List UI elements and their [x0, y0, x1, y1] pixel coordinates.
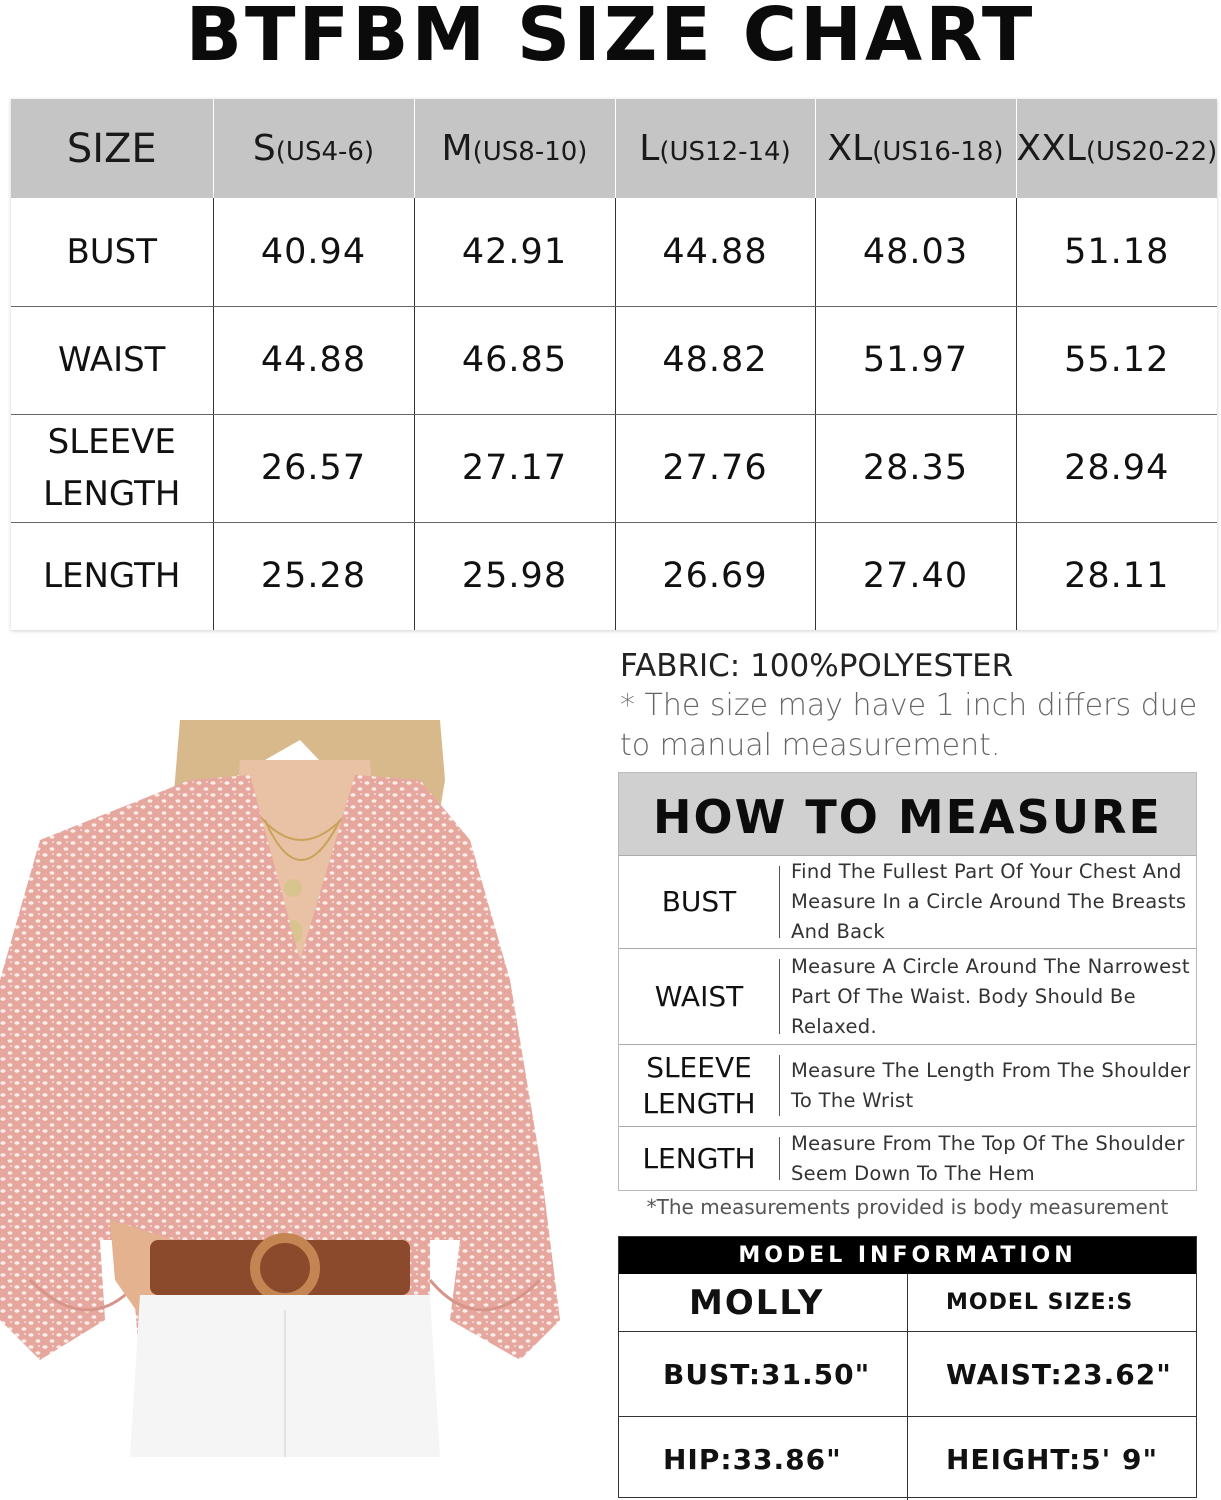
table-cell: 48.82: [615, 306, 815, 414]
table-cell: 44.88: [615, 198, 815, 306]
model-info-title: MODEL INFORMATION: [619, 1237, 1196, 1274]
table-cell: 28.11: [1064, 556, 1170, 597]
measure-label: BUST: [661, 885, 737, 918]
body-measurement-note: *The measurements provided is body measurement: [646, 1195, 1169, 1219]
measure-label: SLEEVE LENGTH: [642, 1050, 756, 1120]
measure-row-sleeve-length: [619, 1044, 1196, 1126]
table-cell: 25.28: [213, 522, 414, 630]
table-cell: 27.40: [815, 522, 1016, 630]
table-cell: 40.94: [213, 198, 414, 306]
table-cell: 51.97: [815, 306, 1016, 414]
table-cell: 27.17: [414, 414, 615, 522]
measure-desc: Find The Fullest Part Of Your Chest And Measure In a Circle Around The Breasts And Back: [791, 860, 1187, 943]
table-row-waist: [11, 306, 1217, 414]
fabric-info: FABRIC: 100%POLYESTER: [620, 648, 1014, 684]
model-name: MOLLY: [619, 1274, 908, 1332]
size-header-xl: XL(US16-18): [815, 99, 1016, 198]
size-chart-table: [11, 99, 1217, 630]
table-cell: 51.18: [1016, 198, 1217, 306]
table-cell: 44.88: [213, 306, 414, 414]
model-height: HEIGHT:5' 9": [946, 1443, 1159, 1476]
row-label-sleeve-length: SLEEVE LENGTH: [11, 414, 213, 522]
measurement-note: * The size may have 1 inch differs due to manual measurement.: [620, 688, 1198, 763]
measure-row-length: [619, 1126, 1196, 1190]
table-cell: 25.98: [414, 522, 615, 630]
model-info-panel: [618, 1236, 1197, 1498]
page-title: BTFBM SIZE CHART: [185, 0, 1036, 78]
table-cell: 26.57: [213, 414, 414, 522]
how-to-measure-panel: [618, 772, 1197, 1191]
measure-row-bust: [619, 855, 1196, 948]
measure-row-waist: [619, 948, 1196, 1044]
table-cell: 28.35: [815, 414, 1016, 522]
table-cell: 46.85: [414, 306, 615, 414]
size-header-label: SIZE: [11, 99, 213, 198]
model-hip: HIP:33.86": [619, 1417, 908, 1500]
table-cell: 26.69: [615, 522, 815, 630]
size-header-row: [11, 99, 1217, 198]
table-cell: 28.94: [1016, 414, 1217, 522]
table-cell: 42.91: [414, 198, 615, 306]
model-info-grid: [619, 1274, 1196, 1500]
size-header-xxl: XXL(US20-22): [1016, 99, 1217, 198]
table-cell: 55.12: [1016, 306, 1217, 414]
table-cell: 27.76: [615, 414, 815, 522]
row-label-length: LENGTH: [11, 522, 213, 630]
measure-label: LENGTH: [642, 1141, 756, 1175]
measure-desc: Measure A Circle Around The Narrowest Part Of The Waist. Body Should Be Relaxed.: [791, 954, 1190, 1038]
measure-label: WAIST: [654, 979, 744, 1013]
model-photo: [0, 720, 562, 1457]
table-row-length: [11, 522, 1217, 630]
model-size: MODEL SIZE:S: [908, 1274, 1196, 1332]
table-cell: 48.03: [815, 198, 1016, 306]
how-to-measure-title: HOW TO MEASURE: [619, 773, 1196, 855]
size-header-m: M(US8-10): [414, 99, 615, 198]
size-header-s: S(US4-6): [213, 99, 414, 198]
model-bust: BUST:31.50": [619, 1332, 908, 1417]
row-label-waist: WAIST: [11, 306, 213, 414]
size-header-l: L(US12-14): [615, 99, 815, 198]
model-waist: WAIST:23.62": [908, 1332, 1196, 1417]
row-label-bust: BUST: [11, 198, 213, 306]
measure-desc: Measure The Length From The Shoulder To The Wrist: [791, 1058, 1191, 1112]
table-row-bust: [11, 198, 1217, 306]
measure-desc: Measure From The Top Of The Shoulder Seem Down To The Hem: [791, 1131, 1185, 1185]
model-photo-illustration: [0, 720, 562, 1457]
table-row-sleeve-length: [11, 414, 1217, 522]
